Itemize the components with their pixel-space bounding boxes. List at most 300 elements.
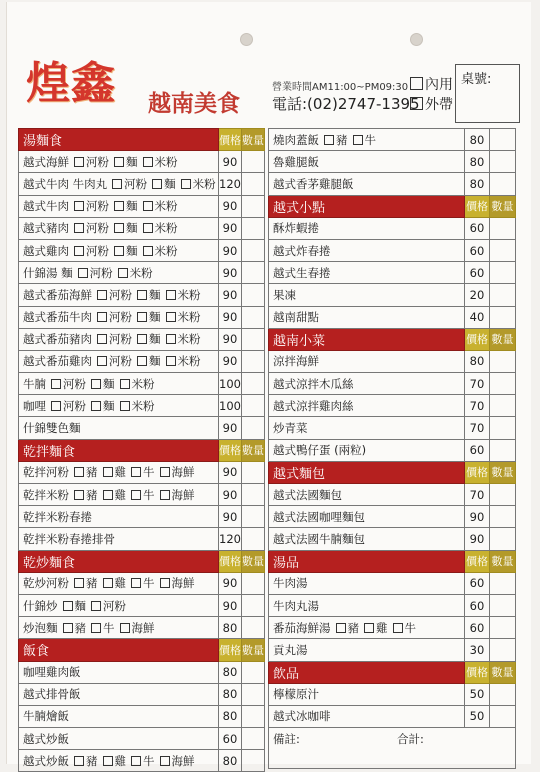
option-label: 麵: [149, 310, 161, 325]
quantity-cell[interactable]: [242, 373, 265, 395]
menu-item-price: 100: [219, 395, 242, 417]
option-checkbox[interactable]: [97, 290, 107, 300]
option-checkbox[interactable]: [51, 379, 61, 389]
menu-item-row: [269, 284, 516, 306]
section-title: 越南小菜: [269, 328, 465, 350]
option-label: 雞: [376, 620, 388, 635]
menu-item-price: 70: [465, 417, 490, 439]
menu-item-row: [19, 239, 265, 261]
menu-item-label: 越式炸春捲: [273, 243, 331, 258]
option-label: 海鮮: [171, 465, 195, 480]
menu-item-name: [19, 217, 219, 239]
section-title: 越式小點: [269, 195, 465, 217]
option-label: 麵: [126, 199, 138, 214]
menu-item-price: 70: [465, 484, 490, 506]
quantity-cell[interactable]: [242, 395, 265, 417]
menu-item-price: 90: [219, 484, 242, 506]
option-checkbox[interactable]: [324, 135, 334, 145]
menu-item-label: 牛腩: [23, 376, 46, 391]
section-header: [19, 439, 265, 461]
option-label: 豬: [86, 487, 98, 502]
menu-item-row: [269, 262, 516, 284]
quantity-cell[interactable]: [490, 350, 516, 372]
price-column-header: 價格: [219, 129, 242, 151]
option-checkbox[interactable]: [137, 290, 147, 300]
option-label: 河粉: [86, 243, 109, 258]
menu-item-name: [269, 506, 465, 528]
section-header: [19, 550, 265, 572]
menu-item-price: 40: [465, 306, 490, 328]
option-checkbox[interactable]: [112, 179, 122, 189]
option-checkbox[interactable]: [166, 356, 176, 366]
option-checkbox[interactable]: [51, 401, 61, 411]
menu-item-name: [269, 129, 465, 151]
menu-item-price: 50: [465, 705, 490, 727]
menu-item-price: 60: [465, 262, 490, 284]
menu-item-name: [19, 750, 219, 772]
quantity-cell[interactable]: [490, 572, 516, 594]
quantity-cell[interactable]: [242, 239, 265, 261]
menu-item-label: 牛肉丸湯: [273, 598, 319, 613]
menu-item-price: 60: [465, 594, 490, 616]
option-checkbox[interactable]: [103, 467, 113, 477]
dine-in-checkbox[interactable]: [410, 77, 423, 90]
menu-item-name: [269, 705, 465, 727]
option-checkbox[interactable]: [137, 312, 147, 322]
menu-item-price: 90: [219, 284, 242, 306]
menu-item-label: 乾拌米粉春捲: [23, 509, 92, 524]
menu-item-name: [19, 683, 219, 705]
quantity-cell[interactable]: [242, 151, 265, 173]
quantity-cell[interactable]: [490, 528, 516, 550]
menu-item-name: [19, 173, 219, 195]
quantity-cell[interactable]: [242, 350, 265, 372]
menu-item-name: [269, 239, 465, 261]
menu-item-row: [19, 506, 265, 528]
takeout-option[interactable]: [410, 94, 453, 114]
menu-item-price: 90: [219, 262, 242, 284]
menu-item-label: 越式番茄雞肉: [23, 354, 92, 369]
option-label: 豬: [86, 465, 98, 480]
menu-item-name: [19, 705, 219, 727]
quantity-cell[interactable]: [490, 395, 516, 417]
option-checkbox[interactable]: [137, 334, 147, 344]
section-header: [269, 461, 516, 483]
table-number-box[interactable]: [455, 64, 520, 123]
option-checkbox[interactable]: [103, 490, 113, 500]
menu-item-name: [19, 151, 219, 173]
quantity-cell[interactable]: [490, 617, 516, 639]
menu-item-price: 60: [465, 617, 490, 639]
option-checkbox[interactable]: [152, 179, 162, 189]
option-checkbox[interactable]: [143, 246, 153, 256]
menu-item-price: 80: [219, 683, 242, 705]
menu-item-label: 越式炒飯: [23, 731, 69, 746]
option-checkbox[interactable]: [74, 756, 84, 766]
menu-item-row: [19, 661, 265, 683]
option-checkbox[interactable]: [364, 623, 374, 633]
menu-item-label: 乾拌河粉: [23, 465, 69, 480]
option-label: 海鮮: [171, 487, 195, 502]
footer-cell[interactable]: [269, 728, 516, 769]
menu-item-row: [19, 395, 265, 417]
menu-item-price: 90: [219, 350, 242, 372]
quantity-cell[interactable]: [490, 705, 516, 727]
quantity-cell[interactable]: [242, 728, 265, 750]
quantity-cell[interactable]: [242, 661, 265, 683]
option-label: 海鮮: [171, 753, 195, 768]
menu-item-row: [19, 328, 265, 350]
quantity-cell[interactable]: [242, 528, 265, 550]
option-checkbox[interactable]: [120, 379, 130, 389]
quantity-cell[interactable]: [490, 173, 516, 195]
quantity-cell[interactable]: [242, 461, 265, 483]
quantity-cell[interactable]: [242, 594, 265, 616]
menu-item-row: [19, 151, 265, 173]
option-label: 牛: [364, 132, 376, 147]
menu-item-row: [19, 350, 265, 372]
quantity-cell[interactable]: [490, 506, 516, 528]
quantity-cell[interactable]: [242, 617, 265, 639]
option-label: 牛: [143, 753, 155, 768]
menu-item-name: [269, 572, 465, 594]
option-label: 米粉: [131, 398, 155, 413]
menu-item-row: [19, 484, 265, 506]
menu-item-name: [19, 572, 219, 594]
menu-item-label: 越式番茄海鮮: [23, 287, 92, 302]
menu-item-price: 90: [219, 417, 242, 439]
option-checkbox[interactable]: [91, 379, 101, 389]
quantity-cell[interactable]: [490, 594, 516, 616]
business-hours: 營業時間AM11:00~PM09:30: [272, 82, 409, 93]
menu-item-label: 牛腩燴飯: [23, 709, 69, 724]
option-checkbox[interactable]: [137, 356, 147, 366]
quantity-cell[interactable]: [242, 750, 265, 772]
menu-item-price: 90: [219, 151, 242, 173]
menu-item-label: 越式涼拌雞肉絲: [273, 398, 354, 413]
menu-item-label: 越式法國麵包: [273, 487, 342, 502]
option-label: 米粉: [177, 310, 201, 325]
option-checkbox[interactable]: [114, 223, 124, 233]
menu-item-price: 90: [219, 461, 242, 483]
option-checkbox[interactable]: [97, 312, 107, 322]
menu-item-price: 90: [219, 217, 242, 239]
option-label: 河粉: [89, 265, 113, 280]
menu-item-row: [19, 594, 265, 616]
menu-item-label: 越式涼拌木瓜絲: [273, 376, 354, 391]
menu-item-name: [269, 262, 465, 284]
option-checkbox[interactable]: [74, 223, 84, 233]
section-header: [269, 195, 516, 217]
option-label: 豬: [86, 576, 98, 591]
quantity-cell[interactable]: [490, 439, 516, 461]
menu-item-row: [269, 306, 516, 328]
option-label: 河粉: [63, 376, 86, 391]
quantity-cell[interactable]: [490, 373, 516, 395]
option-label: 麵: [126, 221, 138, 236]
option-checkbox[interactable]: [160, 467, 170, 477]
option-checkbox[interactable]: [143, 223, 153, 233]
menu-item-price: 50: [465, 683, 490, 705]
menu-item-price: 60: [465, 239, 490, 261]
menu-item-label: 什錦湯 麵: [23, 265, 73, 280]
menu-item-label: 越式牛肉 牛肉丸: [23, 176, 108, 191]
option-checkbox[interactable]: [78, 268, 88, 278]
menu-item-label: 檸檬原汁: [273, 687, 319, 702]
menu-item-price: 90: [219, 195, 242, 217]
footer-row: [269, 728, 516, 769]
option-checkbox[interactable]: [160, 490, 170, 500]
menu-item-label: 越式番茄牛肉: [23, 310, 92, 325]
option-checkbox[interactable]: [63, 623, 73, 633]
option-checkbox[interactable]: [143, 157, 153, 167]
option-label: 麵: [149, 287, 161, 302]
quantity-cell[interactable]: [490, 639, 516, 661]
menu-item-label: 酥炸蝦捲: [273, 221, 319, 236]
menu-item-row: [19, 284, 265, 306]
menu-item-label: 果凍: [273, 287, 296, 302]
menu-item-row: [19, 195, 265, 217]
option-checkbox[interactable]: [103, 578, 113, 588]
menu-item-label: 乾拌米粉春捲排骨: [23, 531, 115, 546]
quantity-cell[interactable]: [490, 262, 516, 284]
option-checkbox[interactable]: [160, 756, 170, 766]
option-checkbox[interactable]: [131, 578, 141, 588]
option-checkbox[interactable]: [181, 179, 191, 189]
option-checkbox[interactable]: [74, 201, 84, 211]
option-checkbox[interactable]: [160, 578, 170, 588]
menu-item-name: [19, 373, 219, 395]
menu-item-row: [269, 594, 516, 616]
option-label: 雞: [114, 487, 126, 502]
menu-item-price: 80: [219, 750, 242, 772]
option-label: 牛: [143, 576, 155, 591]
option-checkbox[interactable]: [131, 756, 141, 766]
section-title: 湯麵食: [19, 129, 219, 151]
quantity-cell[interactable]: [490, 129, 516, 151]
option-checkbox[interactable]: [114, 201, 124, 211]
option-label: 海鮮: [171, 576, 195, 591]
quantity-cell[interactable]: [490, 484, 516, 506]
quantity-cell[interactable]: [242, 173, 265, 195]
menu-item-label: 涼拌海鮮: [273, 354, 319, 369]
menu-item-label: 番茄海鮮湯: [273, 620, 331, 635]
option-label: 米粉: [154, 199, 178, 214]
quantity-cell[interactable]: [242, 572, 265, 594]
quantity-cell[interactable]: [490, 306, 516, 328]
option-checkbox[interactable]: [166, 290, 176, 300]
section-title: 飲品: [269, 661, 465, 683]
option-checkbox[interactable]: [103, 756, 113, 766]
menu-item-label: 越式牛肉: [23, 199, 69, 214]
menu-item-row: [19, 750, 265, 772]
section-title: 湯品: [269, 550, 465, 572]
option-checkbox[interactable]: [166, 334, 176, 344]
option-checkbox[interactable]: [120, 623, 130, 633]
option-checkbox[interactable]: [166, 312, 176, 322]
menu-item-row: [269, 639, 516, 661]
quantity-cell[interactable]: [242, 284, 265, 306]
option-checkbox[interactable]: [91, 601, 101, 611]
option-label: 牛: [404, 620, 416, 635]
option-checkbox[interactable]: [74, 467, 84, 477]
quantity-cell[interactable]: [490, 284, 516, 306]
quantity-cell[interactable]: [242, 683, 265, 705]
quantity-cell[interactable]: [242, 705, 265, 727]
menu-item-row: [19, 728, 265, 750]
option-checkbox[interactable]: [120, 401, 130, 411]
menu-item-row: [269, 173, 516, 195]
option-label: 麵: [149, 332, 161, 347]
menu-item-name: [19, 239, 219, 261]
menu-item-row: [19, 173, 265, 195]
menu-item-label: 魯雞腿飯: [273, 154, 319, 169]
menu-item-price: 90: [465, 506, 490, 528]
menu-item-name: [19, 350, 219, 372]
menu-item-name: [269, 617, 465, 639]
menu-item-label: 越式鴨仔蛋 (兩粒): [273, 443, 367, 458]
menu-item-price: 90: [219, 328, 242, 350]
quantity-cell[interactable]: [242, 195, 265, 217]
option-checkbox[interactable]: [114, 246, 124, 256]
menu-item-name: [19, 661, 219, 683]
menu-item-price: 70: [465, 395, 490, 417]
option-checkbox[interactable]: [114, 157, 124, 167]
option-label: 麵: [103, 398, 115, 413]
dine-in-option[interactable]: [410, 74, 453, 94]
menu-item-name: [19, 306, 219, 328]
option-label: 豬: [336, 132, 348, 147]
option-checkbox[interactable]: [74, 157, 84, 167]
qty-column-header: 數量: [242, 439, 265, 461]
menu-item-row: [269, 129, 516, 151]
option-checkbox[interactable]: [91, 401, 101, 411]
quantity-cell[interactable]: [490, 217, 516, 239]
menu-item-name: [269, 217, 465, 239]
quantity-cell[interactable]: [490, 683, 516, 705]
menu-item-row: [269, 239, 516, 261]
option-label: 豬: [347, 620, 359, 635]
qty-column-header: 數量: [490, 550, 516, 572]
quantity-cell[interactable]: [490, 239, 516, 261]
option-checkbox[interactable]: [74, 490, 84, 500]
option-checkbox[interactable]: [143, 201, 153, 211]
option-label: 河粉: [109, 287, 132, 302]
menu-item-row: [269, 617, 516, 639]
option-checkbox[interactable]: [353, 135, 363, 145]
menu-item-name: [269, 306, 465, 328]
menu-item-name: [269, 528, 465, 550]
option-label: 河粉: [109, 332, 132, 347]
quantity-cell[interactable]: [242, 262, 265, 284]
takeout-label: 外帶: [425, 97, 453, 113]
menu-item-name: [269, 683, 465, 705]
menu-item-row: [19, 262, 265, 284]
option-checkbox[interactable]: [118, 268, 128, 278]
phone-number: 電話:(02)2747-1395: [272, 95, 420, 113]
option-checkbox[interactable]: [97, 356, 107, 366]
option-checkbox[interactable]: [63, 601, 73, 611]
menu-item-price: 60: [465, 439, 490, 461]
price-column-header: 價格: [465, 550, 490, 572]
qty-column-header: 數量: [242, 129, 265, 151]
menu-right-table: [268, 128, 516, 769]
menu-item-price: 30: [465, 639, 490, 661]
option-checkbox[interactable]: [393, 623, 403, 633]
option-label: 麵: [74, 598, 86, 613]
menu-item-name: [269, 151, 465, 173]
section-header: [19, 129, 265, 151]
option-checkbox[interactable]: [91, 623, 101, 633]
notes-label: 備註:: [273, 732, 300, 747]
menu-item-row: [269, 395, 516, 417]
menu-item-label: 越式法國牛腩麵包: [273, 531, 365, 546]
menu-item-name: [19, 328, 219, 350]
quantity-cell[interactable]: [242, 217, 265, 239]
option-checkbox[interactable]: [336, 623, 346, 633]
menu-item-name: [19, 284, 219, 306]
menu-item-row: [269, 350, 516, 372]
menu-item-label: 乾炒河粉: [23, 576, 69, 591]
section-header: [269, 661, 516, 683]
menu-item-label: 牛肉湯: [273, 576, 308, 591]
menu-item-name: [19, 617, 219, 639]
menu-item-name: [19, 484, 219, 506]
option-checkbox[interactable]: [97, 334, 107, 344]
menu-item-label: 越式香茅雞腿飯: [273, 176, 354, 191]
menu-item-name: [269, 639, 465, 661]
quantity-cell[interactable]: [242, 328, 265, 350]
menu-item-row: [269, 484, 516, 506]
menu-item-row: [19, 528, 265, 550]
quantity-cell[interactable]: [242, 417, 265, 439]
option-checkbox[interactable]: [74, 578, 84, 588]
menu-item-name: [269, 594, 465, 616]
quantity-cell[interactable]: [242, 484, 265, 506]
quantity-cell[interactable]: [490, 151, 516, 173]
option-label: 牛: [103, 620, 115, 635]
takeout-checkbox[interactable]: [410, 97, 423, 110]
option-checkbox[interactable]: [131, 467, 141, 477]
quantity-cell[interactable]: [490, 417, 516, 439]
option-label: 麵: [126, 154, 138, 169]
menu-item-price: 90: [219, 239, 242, 261]
option-label: 牛: [143, 487, 155, 502]
section-header: [269, 550, 516, 572]
section-header: [19, 639, 265, 661]
menu-item-name: [269, 173, 465, 195]
menu-item-name: [269, 395, 465, 417]
option-label: 米粉: [154, 221, 178, 236]
menu-item-row: [19, 306, 265, 328]
menu-item-name: [19, 528, 219, 550]
menu-item-label: 燒肉蓋飯: [273, 132, 319, 147]
option-label: 河粉: [86, 154, 109, 169]
quantity-cell[interactable]: [242, 306, 265, 328]
menu-item-price: 90: [219, 594, 242, 616]
option-checkbox[interactable]: [131, 490, 141, 500]
menu-item-price: 80: [219, 617, 242, 639]
option-checkbox[interactable]: [74, 246, 84, 256]
menu-item-price: 90: [219, 572, 242, 594]
option-label: 河粉: [63, 398, 86, 413]
menu-item-price: 80: [465, 151, 490, 173]
option-label: 米粉: [192, 176, 216, 191]
quantity-cell[interactable]: [242, 506, 265, 528]
menu-item-row: [19, 217, 265, 239]
punch-hole-left: [240, 33, 253, 46]
option-label: 豬: [86, 753, 98, 768]
